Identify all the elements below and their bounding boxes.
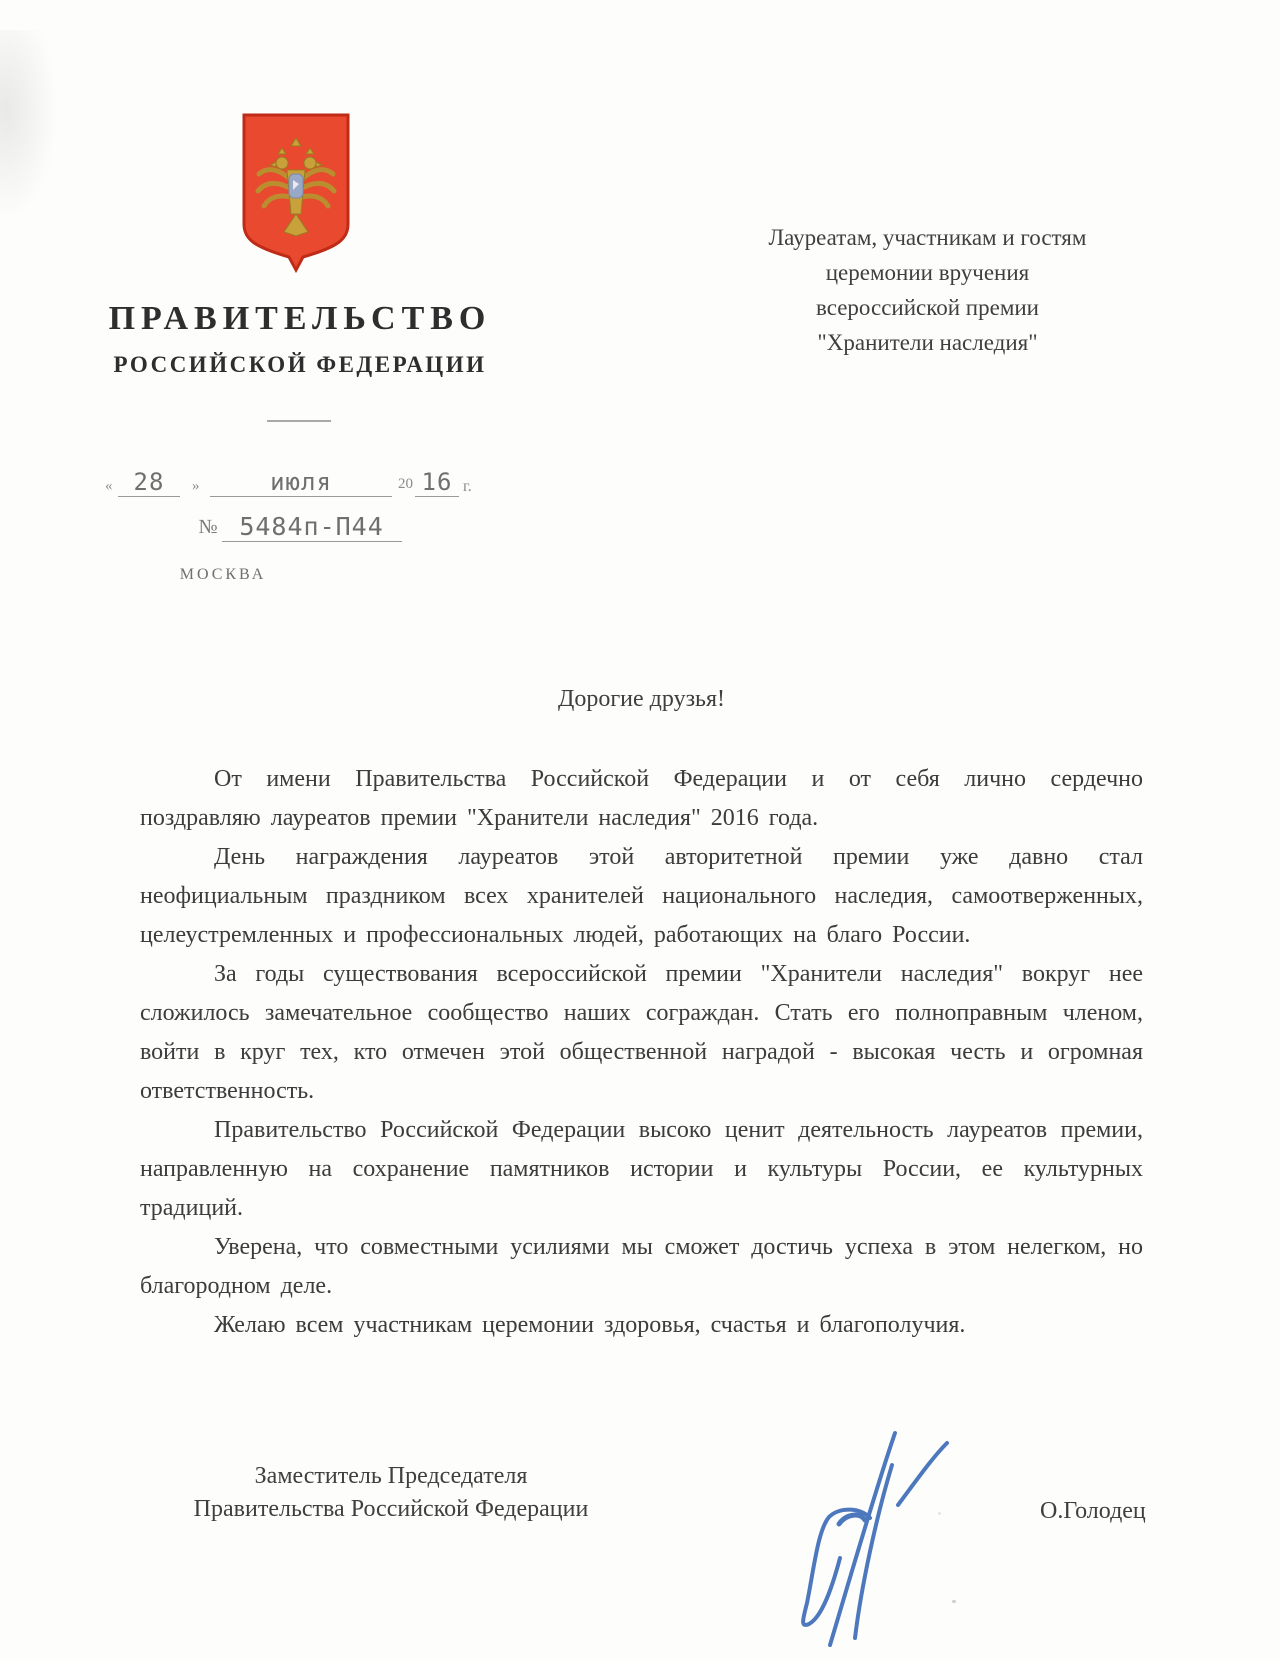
recipient-line: всероссийской премии [816, 295, 1039, 320]
letterhead-divider [267, 420, 331, 422]
date-year: 16 [415, 468, 459, 497]
russia-coat-of-arms-icon [235, 110, 357, 276]
scan-smudge [0, 30, 62, 230]
body-paragraph: Уверена, что совместными усилиями мы сможет достичь успеха в этом нелегком, но благородном деле. [140, 1234, 1143, 1299]
body-paragraph: За годы существования всероссийской премии "Хранители наследия" вокруг нее сложилось замечательное сообщество наших сограждан. Стать его полноправным членом, войти в круг тех, кто отмечен этой общественной наградой - высокая честь и огромная ответственность. [140, 961, 1143, 1104]
date-month: июля [210, 468, 392, 497]
date-year-prefix: 20 [398, 476, 413, 492]
signer-title-line1: Заместитель Председателя [254, 1463, 528, 1489]
date-quote-open: « [105, 478, 113, 494]
body-paragraph: От имени Правительства Российской Федерации и от себя лично сердечно поздравляю лауреатов премии "Хранители наследия" 2016 года. [140, 766, 1143, 831]
recipient-block [705, 220, 1150, 360]
signer-title-line2: Правительства Российской Федерации [193, 1496, 589, 1522]
recipient-line: "Хранители наследия" [817, 330, 1038, 355]
body-paragraph: Желаю всем участникам церемонии здоровья, счастья и благополучия. [214, 1312, 966, 1338]
body-paragraph: Правительство Российской Федерации высоко ценит деятельность лауреатов премии, направленную на сохранение памятников истории и культуры России, ее культурных традиций. [140, 1117, 1143, 1221]
doc-number: 5484п-П44 [222, 512, 402, 542]
city-label: МОСКВА [179, 566, 267, 583]
signer-title-block [148, 1460, 634, 1526]
body-paragraph: День награждения лауреатов этой авторитетной премии уже давно стал неофициальным праздником всех хранителей национального наследия, самоотверженных, целеустремленных и профессиональных людей, работающих на благо России. [140, 844, 1143, 948]
date-year-suffix: г. [463, 478, 472, 495]
doc-number-line [108, 512, 492, 542]
recipient-line: церемонии вручения [825, 260, 1030, 285]
handwritten-signature [770, 1420, 990, 1661]
org-name-line1: ПРАВИТЕЛЬСТВО [108, 300, 492, 337]
date-day: 28 [118, 468, 180, 497]
recipient-line: Лауреатам, участникам и гостям [768, 225, 1087, 250]
letter-body [140, 760, 1143, 1345]
signer-name: О.Голодец [1040, 1498, 1146, 1524]
numero-sign: № [198, 516, 218, 538]
org-name-line2: РОССИЙСКОЙ ФЕДЕРАЦИИ [113, 352, 487, 377]
salutation: Дорогие друзья! [557, 686, 726, 712]
date-quote-close: » [192, 478, 200, 494]
date-line [100, 468, 500, 498]
